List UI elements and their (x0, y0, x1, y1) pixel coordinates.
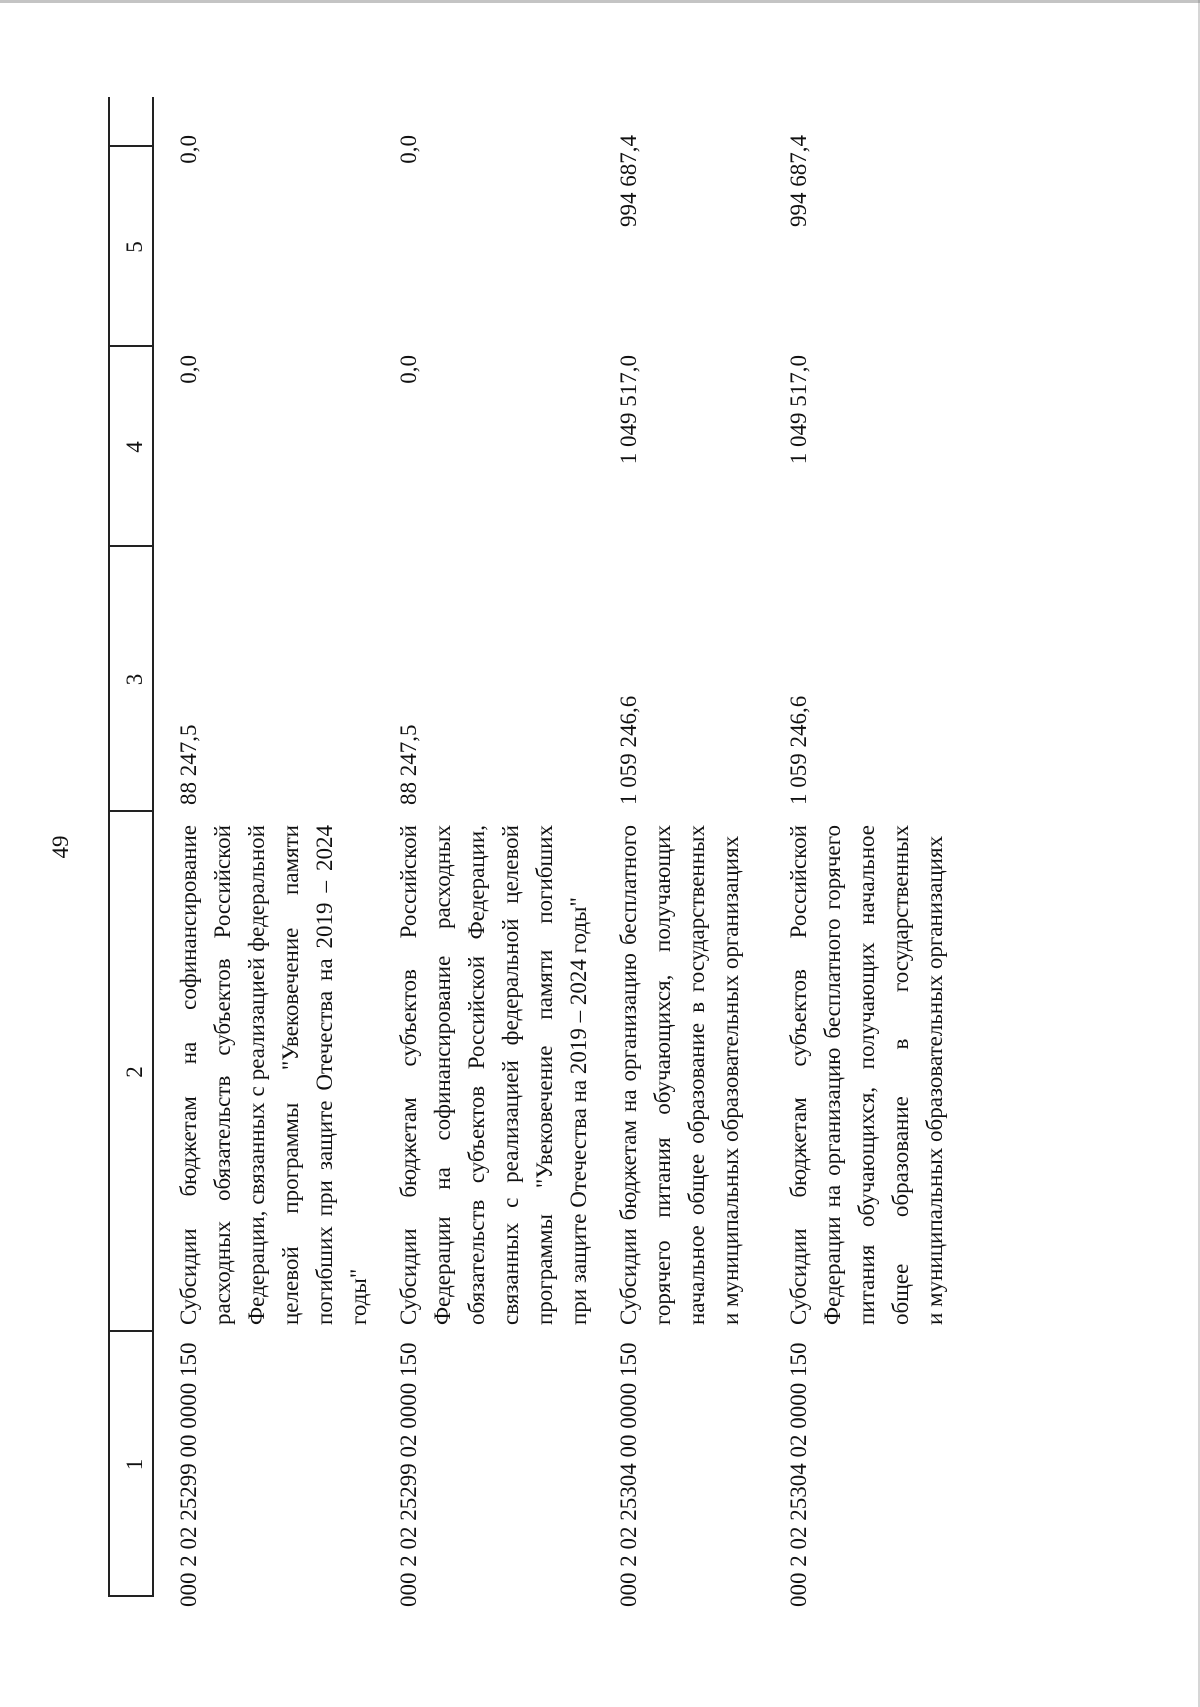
description-line: Федерации на организацию бесплатного горячего (820, 825, 845, 1325)
value-col-3: 88 247,5 (176, 724, 201, 805)
value-col-5: 994 687,4 (616, 135, 641, 227)
description-line: Федерации на софинансирование расходных (430, 825, 455, 1325)
value-col-3: 1 059 246,6 (786, 695, 811, 805)
value-col-5: 0,0 (396, 135, 421, 164)
value-col-5: 994 687,4 (786, 135, 811, 227)
value-col-4: 0,0 (176, 355, 201, 384)
description-line: погибших при защите Отечества на 2019 – 2024 (312, 825, 337, 1325)
header-col-3: 3 (122, 673, 147, 686)
description-line: питания обучающихся, получающих начальное (854, 825, 879, 1325)
budget-code: 000 2 02 25304 02 0000 150 (786, 1342, 811, 1607)
value-col-3: 88 247,5 (396, 724, 421, 805)
description-line: связанных с реализацией федеральной целевой (498, 825, 523, 1325)
row-description (172, 825, 376, 1325)
value-col-4: 1 049 517,0 (616, 355, 641, 465)
description-line: Субсидии бюджетам на организацию бесплатного (616, 825, 641, 1325)
description-line: обязательств субъектов Российской Федерации, (464, 825, 489, 1325)
header-col-1: 1 (122, 1458, 147, 1471)
description-line: и муниципальных образовательных организациях (922, 835, 947, 1325)
page-number: 49 (48, 835, 73, 859)
budget-code: 000 2 02 25304 00 0000 150 (616, 1342, 641, 1607)
value-col-4: 1 049 517,0 (786, 355, 811, 465)
header-col-2: 2 (122, 1066, 147, 1078)
budget-code: 000 2 02 25299 02 0000 150 (396, 1342, 421, 1607)
description-line: горячего питания обучающихся, получающих (650, 825, 675, 1325)
value-col-5: 0,0 (176, 135, 201, 164)
budget-code: 000 2 02 25299 00 0000 150 (176, 1342, 201, 1607)
description-line: целевой программы "Увековечение памяти (278, 825, 303, 1325)
value-col-4: 0,0 (396, 355, 421, 384)
description-line: Федерации, связанных с реализацией федеральной (244, 825, 269, 1325)
description-line: программы "Увековечение памяти погибших (532, 825, 557, 1325)
row-description (612, 825, 748, 1325)
row-description (392, 825, 596, 1325)
description-line: общее образование в государственных (888, 825, 913, 1325)
header-col-5: 5 (122, 241, 147, 253)
table-border-top (108, 97, 110, 1597)
description-line: годы" (346, 1268, 371, 1325)
description-line: Субсидии бюджетам субъектов Российской (786, 825, 811, 1325)
description-line: расходных обязательств субъектов Российской (210, 825, 235, 1325)
row-description (782, 825, 952, 1325)
table-header-bottom (152, 97, 154, 1597)
value-col-3: 1 059 246,6 (616, 695, 641, 805)
description-line: при защите Отечества на 2019 – 2024 годы" (566, 897, 591, 1325)
description-line: начальное общее образование в государственных (684, 825, 709, 1325)
description-line: Субсидии бюджетам субъектов Российской (396, 825, 421, 1325)
header-col-4: 4 (122, 441, 147, 453)
description-line: и муниципальных образовательных организациях (718, 835, 743, 1325)
description-line: Субсидии бюджетам на софинансирование (176, 825, 201, 1325)
